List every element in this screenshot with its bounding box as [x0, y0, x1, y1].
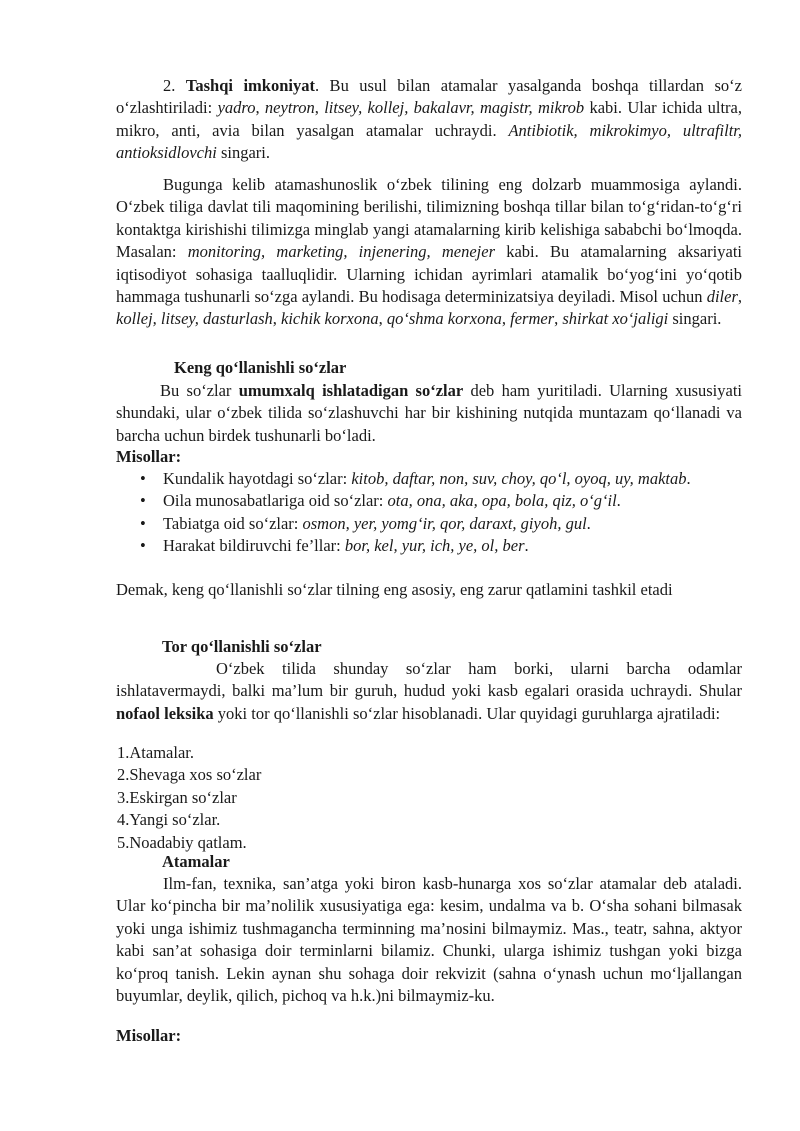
list-item: 4.Yangi so‘zlar.	[117, 810, 221, 830]
text-run: ,	[255, 98, 265, 118]
bold-term: nofaol leksika	[116, 703, 214, 723]
italic-example: bor, kel, yur, ich, ye, ol, ber	[344, 536, 525, 556]
item-number: 2.	[163, 76, 186, 95]
list-item: 1.Atamalar.	[117, 743, 194, 762]
italic-example: kollej, litsey, dasturlash	[116, 309, 273, 329]
text-run: O‘zbek tilida shunday so‘zlar ham borki, ularni barcha odamlar ishlatavermaydi, balki ma’lum bir guruh, hudud yoki kasb egalari orasida uchraydi. Shular	[116, 659, 742, 701]
text-run: ,	[378, 309, 387, 329]
text-run: yoki tor qo‘llanishli so‘zlar hisoblanadi. Ular quyidagi guruhlarga ajratiladi:	[213, 703, 721, 723]
text-run: ,	[272, 309, 281, 329]
text-run: . Bu usul bilan atamalar yasalganda boshqa tillardan so‘z o‘zlashtiriladi:	[116, 76, 742, 118]
text-run: kabi. Bu atamalarning aksariyati iqtisodiyot sohasiga taalluqlidir. Ularning ichidan ayrimlari atamalik bo‘yog‘ini yo‘qotib hammaga tushunarli so‘zga aylandi. Bu hodisaga determinizatsiya deyiladi. Misol uchun	[116, 242, 742, 307]
heading-tor: Tor qo‘llanishli so‘zlar	[162, 637, 322, 656]
text-run: Bugunga kelib atamashunoslik o‘zbek tilining eng dolzarb muammosiga aylandi. O‘zbek tiliga davlat tili maqomining berilishi, tilimizning boshqa tillar bilan to‘g‘ridan-to‘g‘ri kontaktga kirishishi tilimizga minglab yangi atamalarning kirib kelishiga sababchi bo‘lmoqda. Masalan:	[116, 175, 742, 262]
list-item: 3.Eskirgan so‘zlar	[117, 787, 237, 807]
text-run: .	[616, 491, 621, 511]
bullet-icon: •	[140, 469, 146, 488]
text-run: Tabiatga oid so‘zlar:	[163, 513, 303, 533]
paragraph-demak: Demak, keng qo‘llanishli so‘zlar tilning eng asosiy, eng zarur qatlamini tashkil etadi	[116, 580, 673, 599]
italic-example: shirkat xo‘jaligi	[562, 309, 669, 329]
italic-example: kichik korxona	[281, 309, 379, 329]
misollar-label: Misollar:	[116, 447, 182, 466]
text-run: .	[686, 469, 691, 488]
text-run: Oila munosabatlariga oid so‘zlar:	[163, 491, 388, 511]
italic-example: monitoring, marketing, injenering, menejer	[187, 242, 495, 262]
italic-example: yadro	[217, 98, 256, 118]
italic-example: diler	[706, 287, 738, 307]
text-run: Kundalik hayotdagi so‘zlar:	[163, 469, 352, 488]
list-item	[116, 490, 742, 512]
text-run: kabi. Ular ichida ultra, mikro, anti, avia bilan yasalgan atamalar uchraydi.	[116, 98, 743, 140]
text-run: Bu so‘zlar	[160, 381, 239, 400]
paragraph-tor	[116, 658, 742, 725]
italic-example: Antibiotik, mikrokimyo, ultrafiltr, antioksidlovchi	[116, 120, 742, 163]
bold-term: umumxalq ishlatadigan so‘zlar	[238, 381, 464, 400]
list-item: 2.Shevaga xos so‘zlar	[117, 765, 262, 785]
list-item	[116, 513, 742, 535]
text-run: singari.	[668, 309, 722, 329]
paragraph-atamalar: Ilm-fan, texnika, san’atga yoki biron kasb-hunarga xos so‘zlar atamalar deb ataladi. Ular ko‘pincha bir ma’nolilik xususiyatiga ega: kesim, undalma va b. O‘sha sohani bilmasak yoki unga ishimiz tushmagancha terminning ma’nosini bilmaymiz. Mas., teatr, sahna, aktyor kabi san’at sohasiga doir terminlarni bilamiz. Chunki, ularga ishimiz tushgan yoki bizga ko‘proq tanish. Lekin aynan shu sohaga doir rekvizit (sahna o‘ynash uchun mo‘ljallangan buyumlar, deylik, qilich, pichoq va h.k.)ni bilmaymiz-ku.	[116, 874, 742, 1006]
list-item	[116, 535, 742, 557]
italic-example: osmon, yer, yomg‘ir, qor, daraxt, giyoh, gul	[302, 513, 587, 533]
paragraph-keng	[116, 380, 742, 447]
paragraph-tashqi-imkoniyat	[116, 75, 742, 165]
text-run: singari.	[216, 143, 270, 163]
groups-list	[117, 742, 261, 854]
bold-term: Tashqi imkoniyat	[185, 76, 315, 95]
italic-example: qo‘shma korxona	[386, 309, 502, 329]
text-run: ,	[501, 309, 511, 329]
examples-list	[116, 468, 742, 558]
paragraph-atamashunoslik	[116, 174, 742, 331]
text-run: deb ham yuritiladi. Ularning xususiyati shundaki, ular o‘zbek tilida so‘zlashuvchi har bir kishining nutqida muntazam qo‘llanadi va barcha uchun birdek tushunarli bo‘ladi.	[116, 381, 742, 445]
list-item	[116, 468, 742, 490]
bullet-icon: •	[140, 491, 146, 511]
list-item: 5.Noadabiy qatlam.	[117, 832, 247, 852]
text-run: .	[524, 536, 529, 556]
heading-keng: Keng qo‘llanishli so‘zlar	[174, 358, 347, 377]
bullet-icon: •	[140, 513, 146, 533]
bullet-icon: •	[140, 536, 146, 556]
misollar-label: Misollar:	[116, 1026, 182, 1045]
italic-example: ota, ona, aka, opa, bola, qiz, o‘g‘il	[387, 491, 617, 511]
italic-example: neytron	[264, 98, 315, 118]
italic-example: kitob, daftar, non, suv, choy, qo‘l, oyoq, uy, maktab	[351, 469, 687, 488]
italic-example: litsey, kollej, bakalavr, magistr, mikrob	[324, 98, 585, 118]
text-run: ,	[314, 98, 325, 118]
heading-atamalar: Atamalar	[162, 852, 230, 871]
text-run: .	[586, 513, 591, 533]
text-run: Harakat bildiruvchi fe’llar:	[163, 536, 345, 556]
text-run: ,	[554, 309, 563, 329]
italic-example: fermer	[510, 309, 555, 329]
text-run: ,	[737, 287, 742, 307]
